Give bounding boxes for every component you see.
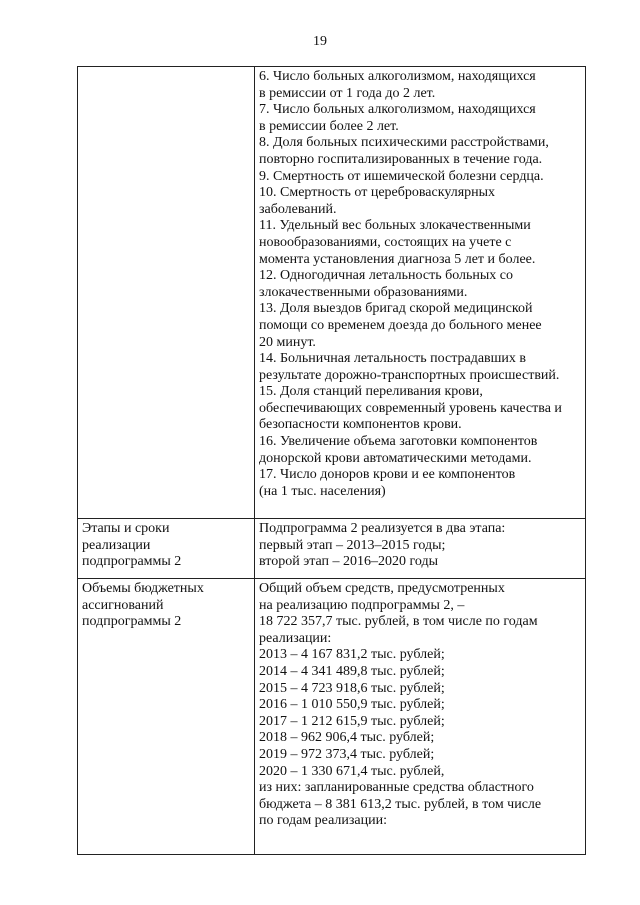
table-row — [78, 579, 586, 855]
text-line: 6. Число больных алкоголизмом, находящихся — [259, 69, 536, 84]
passport-table — [77, 66, 586, 855]
row-content-cell — [255, 519, 586, 579]
text-line: 17. Число доноров крови и ее компонентов — [259, 467, 516, 483]
label-line: подпрограммы 2 — [82, 554, 182, 570]
text-line: 20 минут. — [259, 334, 316, 350]
text-line: 13. Доля выездов бригад скорой медицинской — [259, 301, 533, 317]
text-line: 2016 – 1 010 550,9 тыс. рублей; — [259, 697, 445, 713]
row-content-cell — [255, 67, 586, 519]
text-line: момента установления диагноза 5 лет и более. — [259, 251, 536, 267]
text-line: Общий объем средств, предусмотренных — [259, 581, 505, 596]
label-line: Этапы и сроки — [82, 521, 170, 536]
label-line: реализации — [82, 537, 151, 553]
text-line: в ремиссии от 1 года до 2 лет. — [259, 85, 436, 101]
text-line: Подпрограмма 2 реализуется в два этапа: — [259, 521, 506, 536]
text-line: в ремиссии более 2 лет. — [259, 118, 399, 134]
text-line: 2019 – 972 373,4 тыс. рублей; — [259, 746, 435, 762]
text-line: 2018 – 962 906,4 тыс. рублей; — [259, 730, 435, 746]
text-line: 18 722 357,7 тыс. рублей, в том числе по годам — [259, 614, 538, 630]
text-line: 16. Увеличение объема заготовки компонентов — [259, 434, 538, 450]
text-line: 2014 – 4 341 489,8 тыс. рублей; — [259, 663, 445, 679]
text-line: первый этап – 2013–2015 годы; — [259, 537, 446, 553]
row-label-cell — [78, 67, 255, 519]
text-line: второй этап – 2016–2020 годы — [259, 554, 439, 570]
text-line: 2015 – 4 723 918,6 тыс. рублей; — [259, 680, 445, 696]
text-line: 2020 – 1 330 671,4 тыс. рублей, — [259, 763, 445, 779]
text-line: на реализацию подпрограммы 2, – — [259, 597, 465, 613]
page-number: 19 — [313, 34, 327, 49]
text-line: повторно госпитализированных в течение года. — [259, 151, 543, 167]
text-line: 9. Смертность от ишемической болезни сердца. — [259, 168, 544, 184]
row-label-cell — [78, 519, 255, 579]
text-line: заболеваний. — [259, 201, 337, 217]
text-line: 14. Больничная летальность пострадавших в — [259, 351, 527, 367]
text-line: 12. Одногодичная летальность больных со — [259, 268, 514, 284]
text-line: обеспечивающих современный уровень качества и — [259, 400, 562, 416]
text-line: (на 1 тыс. населения) — [259, 483, 386, 499]
text-line: 11. Удельный вес больных злокачественными — [259, 218, 531, 234]
label-line: подпрограммы 2 — [82, 614, 182, 630]
text-line: 10. Смертность от цереброваскулярных — [259, 185, 496, 201]
text-line: помощи со временем доезда до больного менее — [259, 317, 542, 333]
text-line: из них: запланированные средства областного — [259, 780, 534, 796]
text-line: 8. Доля больных психическими расстройствами, — [259, 135, 549, 151]
text-line: 15. Доля станций переливания крови, — [259, 384, 483, 400]
table-row — [78, 519, 586, 579]
text-line: бюджета – 8 381 613,2 тыс. рублей, в том числе — [259, 796, 542, 812]
label-line: ассигнований — [82, 597, 164, 613]
row-content-cell — [255, 579, 586, 855]
text-line: 7. Число больных алкоголизмом, находящихся — [259, 102, 536, 118]
text-line: безопасности компонентов крови. — [259, 417, 462, 433]
text-line: по годам реализации: — [259, 813, 387, 829]
label-line: Объемы бюджетных — [82, 581, 204, 596]
text-line: результате дорожно-транспортных происшествий. — [259, 367, 560, 383]
row-label-cell — [78, 579, 255, 855]
text-line: реализации: — [259, 630, 332, 646]
text-line: 2017 – 1 212 615,9 тыс. рублей; — [259, 713, 445, 729]
text-line: злокачественными образованиями. — [259, 284, 468, 300]
table-row — [78, 67, 586, 519]
text-line: донорской крови автоматическими методами. — [259, 450, 532, 466]
text-line: новообразованиями, состоящих на учете с — [259, 234, 512, 250]
text-line: 2013 – 4 167 831,2 тыс. рублей; — [259, 647, 445, 663]
